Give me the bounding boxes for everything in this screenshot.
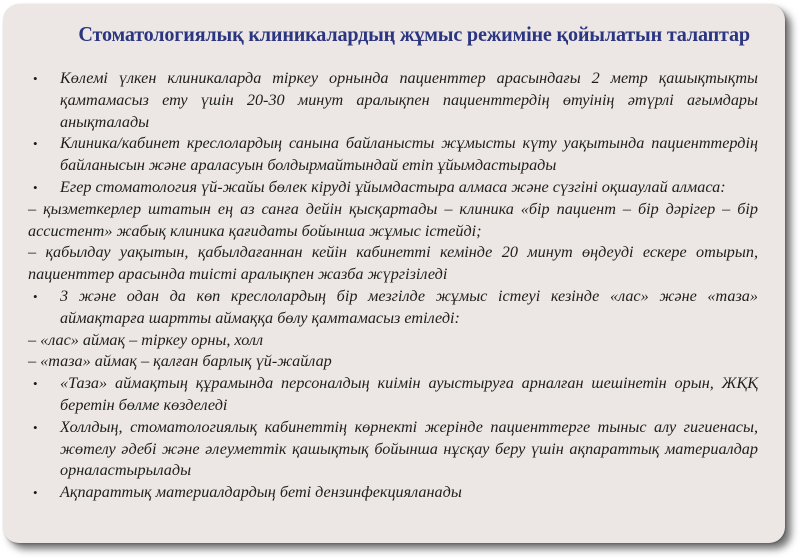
list-item-text: Егер стоматология үй-жайы бөлек кіруді ұйымдастыра алмаса және сүзгіні оқшаулай алмаса: <box>60 177 726 196</box>
list-item-bullet <box>28 177 758 199</box>
list-item-text: Клиника/кабинет креслолардың санына байланысты жұмысты күту уақытында пациенттердің байланысын және араласуын болдырмайтындай етіп ұйымдастырады <box>60 134 758 175</box>
list-item-bullet <box>28 482 758 504</box>
list-item-bullet <box>28 373 758 417</box>
list-item-bullet <box>28 286 758 330</box>
list-item-text: Көлемі үлкен клиникаларда тіркеу орнында пациенттер арасындағы 2 метр қашықтықты қамтамасыз ету үшін 20-30 минут аралықпен пациенттердің өтуінің әтүрлі ағымдары анықталады <box>60 69 758 131</box>
slide-panel <box>3 4 785 543</box>
list-item-dash <box>28 351 758 373</box>
bullet-icon: • <box>33 71 38 86</box>
bullet-icon: • <box>33 485 38 501</box>
bullet-icon: • <box>33 136 38 152</box>
bullet-icon: • <box>33 179 38 195</box>
list-item-dash <box>28 242 758 286</box>
list-item-text: – «лас» аймақ – тіркеу орны, холл <box>28 330 264 349</box>
list-item-text: – қабылдау уақытын, қабылдағаннан кейін кабинетті кемінде 20 минут өңдеуді ескере отырып, пациенттер арасында тиісті аралықпен жазба жүргізіледі <box>28 243 758 284</box>
list-item-bullet <box>28 417 758 482</box>
list-item-dash <box>28 199 758 243</box>
bullet-icon: • <box>33 288 38 304</box>
list-item-text: Ақпараттық материалдардың беті дензинфекцияланады <box>60 483 462 502</box>
list-item-text: Холлдың, стоматологиялық кабинеттің көрнекті жерінде пациенттерге тыныс алу гигиенасы, жөтелу әдебі және әлеуметтік қашықтық бойынша нұсқау беру үшін ақпараттық материалдар орналастырылады <box>60 417 758 480</box>
list-item-text: 3 және одан да көп креслолардың бір мезгілде жұмыс істеуі кезінде «лас» және «таза» аймақтарға шартты аймаққа бөлу қамтамасыз етіледі: <box>60 286 758 327</box>
list-item-bullet <box>28 68 758 133</box>
list-item-bullet <box>28 133 758 177</box>
requirements-list <box>28 68 758 504</box>
bullet-icon: • <box>33 419 38 435</box>
bullet-icon: • <box>33 376 38 392</box>
slide-title: Стоматологиялық клиникалардың жұмыс режиміне қойылатын талаптар <box>78 22 750 46</box>
list-item-text: «Таза» аймақтың құрамында персоналдың киімін ауыстыруға арналған шешінетін орын, ЖҚҚ беретін бөлме көзделеді <box>60 374 758 414</box>
list-item-dash <box>28 330 758 352</box>
list-item-text: – қызметкерлер штатын ең аз санға дейін қысқартады – клиника «бір пациент – бір дәрігер – бір ассистент» жабық клиника қағидаты бойынша жұмыс істейді; <box>28 199 758 240</box>
list-item-text: – «таза» аймақ – қалған барлық үй-жайлар <box>28 352 332 371</box>
